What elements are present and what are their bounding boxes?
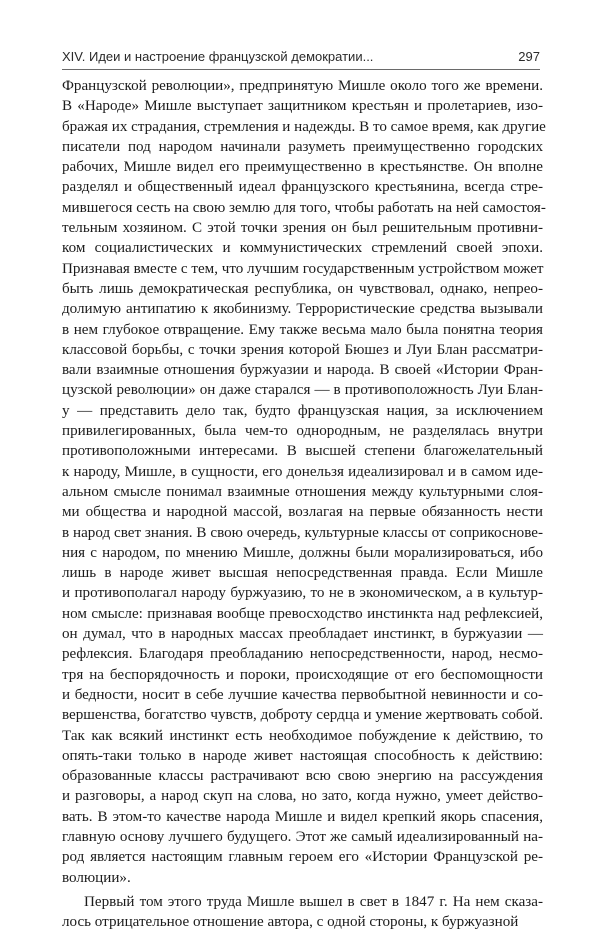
page-number: 297 [518,49,540,64]
text-line: Признавая вместе с тем, что лучшим государственным устройством может [62,260,544,277]
body-text [62,76,546,932]
text-line: тря на беспорядочность и пороки, происходящие от его беспомощности [62,666,543,683]
text-line: ном смысле: признавая вообще превосходство инстинкта над рефлексией, [62,605,543,622]
text-line: и разговоры, а народ скуп на слова, но зато, когда нужно, умеет действо- [62,788,543,805]
text-line: мившегося сесть на свою землю для того, чтобы работать на ней самостоя- [62,199,546,216]
text-line: долимую антипатию к якобинизму. Террористические средства вызывали [62,301,543,318]
chapter-title: XIV. Идеи и настроение французской демократии... [62,49,374,64]
text-line: быть лишь демократическая республика, он чувствовал, однако, непрео- [62,280,543,297]
text-line: вершенства, богатство чувств, доброту сердца и умение жертвовать собой. [62,707,543,724]
text-line: рефлексия. Благодаря преобладанию непосредственности, народ, несмо- [62,646,543,663]
text-line: ния с народом, по мнению Мишле, должны были морализироваться, ибо [62,544,543,561]
paragraph [62,76,546,888]
running-header [62,47,540,70]
paragraph [62,892,543,932]
text-line: тельным хозяином. С этой точки зрения он был решительным противни- [62,220,543,237]
text-line: рабочих, Мишле видел его преимущественно в крестьянстве. Он вполне [62,159,543,176]
text-line: он думал, что в народных массах преобладает инстинкт, в буржуазии — [62,626,543,643]
text-line: ком социалистических и коммунистических стремлений своей эпохи. [62,240,543,257]
text-line: волюции». [62,869,131,886]
text-line: Первый том этого труда Мишле вышел в свет в 1847 г. На нем сказа- [84,893,543,910]
text-line: классовой борьбы, с точки зрения которой Бюшез и Луи Блан рассматри- [62,341,543,358]
text-line: и противополагал народу буржуазию, то не в экономическом, а в культур- [62,585,543,602]
text-line: к народу, Мишле, в сущности, его донельзя идеализировал и в самом иде- [62,463,543,480]
text-line: разделял и общественный идеал французского крестьянина, всегда стре- [62,179,543,196]
text-line: род является настоящим главным героем его «Истории Французской ре- [62,849,543,866]
text-line: бражая их страдания, стремления и надежды. В то самое время, как другие [62,118,546,135]
text-line: у — представить дело так, будто французская нация, за исключением [62,402,543,419]
text-line: противоположными интересами. В высшей степени благожелательный [62,443,543,460]
text-line: Французской революции», предпринятую Мишле около того же времени. [62,78,543,94]
text-line: в народ свет знания. В свою очередь, культурные классы от соприкоснове- [62,524,543,541]
text-line: привилегированных, была чем-то однородным, не разделялась внутри [62,423,543,440]
text-line: альном смысле понимал взаимные отношения между культурными слоя- [62,483,543,500]
text-line: писатели под народом начинали разуметь преимущественно городских [62,138,543,155]
text-line: Так как всякий инстинкт есть необходимое побуждение к действию, то [62,727,543,744]
text-line: и бедности, носит в себе лучшие качества первобытной невинности и со- [62,686,543,703]
text-line: образованные классы растрачивают всю свою энергию на рассуждения [62,768,543,785]
text-line: главную основу лучшего будущего. Этот же самый идеализированный на- [62,828,543,845]
text-line: лось отрицательное отношение автора, с одной стороны, к буржуазной [62,914,519,931]
text-line: вать. В этом-то качестве народа Мишле и видел крепкий якорь спасения, [62,808,543,825]
text-line: лишь в народе живет высшая непосредственная правда. Если Мишле [62,565,543,582]
text-line: опять-таки только в народе живет настоящая способность к действию: [62,747,543,764]
text-line: вали взаимные отношения буржуазии и народа. В своей «Истории Фран- [62,362,543,379]
text-line: в нем глубокое отвращение. Ему также весьма мало была понятна теория [62,321,543,338]
text-line: ми общества и народной массой, возлагая на первые обязанность нести [62,504,543,521]
text-line: цузской революции» он даже старался — в противоположность Луи Блан- [62,382,543,399]
text-line: В «Народе» Мишле выступает защитником крестьян и пролетариев, изо- [62,98,543,115]
